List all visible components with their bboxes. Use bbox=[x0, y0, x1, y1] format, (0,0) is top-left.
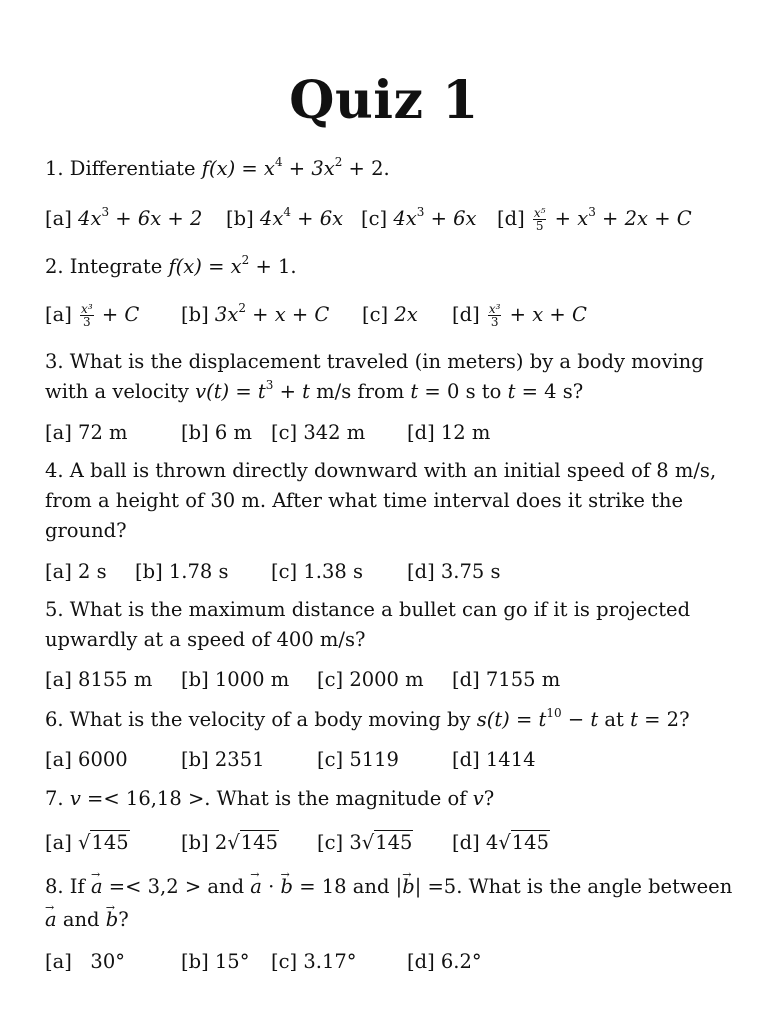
q3-option-c[interactable]: [c] 342 m bbox=[271, 421, 366, 444]
q8-b: =< 3,2 > and bbox=[102, 875, 251, 898]
q2-d-den: 3 bbox=[490, 315, 499, 329]
q7-d-coef: 4 bbox=[485, 831, 499, 854]
q1-option-a[interactable] bbox=[45, 202, 202, 236]
q2-c-label: [c] bbox=[362, 303, 395, 326]
q1-mid: + 3x bbox=[282, 157, 335, 180]
q7-option-d[interactable] bbox=[452, 826, 550, 860]
q7-d-label: [d] bbox=[452, 831, 486, 854]
q7-c: =< 16,18 >. What is the magnitude of bbox=[80, 787, 473, 810]
vector-a: → a bbox=[91, 872, 103, 902]
q5-option-c[interactable]: [c] 2000 m bbox=[317, 668, 424, 691]
question-2 bbox=[45, 252, 735, 282]
q7-a: 7. bbox=[45, 787, 70, 810]
q5-options bbox=[45, 663, 735, 697]
q5-option-a[interactable]: [a] 8155 m bbox=[45, 668, 153, 691]
q3-option-a[interactable]: [a] 72 m bbox=[45, 421, 128, 444]
q6-b: s(t) = t bbox=[476, 708, 547, 731]
q3-l2-b: v(t) = t bbox=[195, 380, 266, 403]
q3-l2-exp: 3 bbox=[265, 378, 274, 392]
q7-c-coef: 3 bbox=[349, 831, 362, 854]
q2-d-fraction bbox=[488, 303, 502, 328]
q2-b-label: [b] bbox=[181, 303, 215, 326]
q2-a-tail: + C bbox=[95, 303, 140, 326]
q6-option-a[interactable]: [a] 6000 bbox=[45, 748, 128, 771]
q1-b-tail: + 6x bbox=[290, 207, 344, 230]
q8-l2-a: and bbox=[56, 908, 106, 931]
q1-prefix: 1. Differentiate bbox=[45, 157, 202, 180]
q8-option-b[interactable]: [b] 15° bbox=[181, 950, 250, 973]
question-8-line-1 bbox=[45, 872, 735, 902]
q2-a-label: [a] bbox=[45, 303, 79, 326]
q6-options bbox=[45, 743, 735, 777]
q5-option-b[interactable]: [b] 1000 m bbox=[181, 668, 290, 691]
q3-l2-d: m/s from bbox=[309, 380, 411, 403]
question-5-line-2: upwardly at a speed of 400 m/s? bbox=[45, 628, 366, 651]
q7-a-label: [a] bbox=[45, 831, 79, 854]
q1-b-exp: 4 bbox=[283, 205, 291, 219]
q1-exp2: 2 bbox=[334, 155, 343, 169]
q6-exp: 10 bbox=[546, 706, 562, 720]
q1-exp1: 4 bbox=[274, 155, 283, 169]
q3-l2-h: = 4 s? bbox=[515, 380, 584, 403]
q2-option-d[interactable] bbox=[452, 298, 587, 332]
vector-b: → b bbox=[281, 872, 293, 902]
q1-option-c[interactable] bbox=[361, 202, 477, 236]
question-7 bbox=[45, 784, 735, 814]
question-3-line-2 bbox=[45, 377, 735, 407]
q2-d-tail: + x + C bbox=[503, 303, 587, 326]
q1-c-text: 4x bbox=[393, 207, 417, 230]
sqrt-icon: √145 bbox=[227, 831, 278, 854]
question-4-line-1: 4. A ball is thrown directly downward with an initial speed of 8 m/s, bbox=[45, 459, 717, 482]
q2-b-t1: 3x bbox=[214, 303, 239, 326]
q2-option-c[interactable] bbox=[362, 298, 418, 332]
q4-options bbox=[45, 555, 735, 589]
q6-c: − t bbox=[561, 708, 599, 731]
q3-l2-g: t bbox=[507, 380, 516, 403]
q2-b-exp: 2 bbox=[238, 301, 246, 315]
question-4-line-2: from a height of 30 m. After what time interval does it strike the bbox=[45, 489, 684, 512]
q8-option-a[interactable]: [a] 30° bbox=[45, 950, 125, 973]
q8-option-d[interactable]: [d] 6.2° bbox=[407, 950, 482, 973]
q1-tail: + 2. bbox=[342, 157, 390, 180]
q2-option-a[interactable] bbox=[45, 298, 139, 332]
q4-option-a[interactable]: [a] 2 s bbox=[45, 560, 107, 583]
q6-f: = 2? bbox=[637, 708, 690, 731]
q1-options bbox=[45, 202, 735, 236]
q7-option-b[interactable] bbox=[181, 826, 279, 860]
q6-option-b[interactable]: [b] 2351 bbox=[181, 748, 265, 771]
q1-c-exp: 3 bbox=[416, 205, 425, 219]
question-8-line-2 bbox=[45, 905, 735, 935]
q7-a-rad: 145 bbox=[91, 831, 129, 854]
q2-c-text: 2x bbox=[394, 303, 418, 326]
q5-option-d[interactable]: [d] 7155 m bbox=[452, 668, 561, 691]
q7-e: ? bbox=[483, 787, 495, 810]
q3-l2-f: = 0 s to bbox=[418, 380, 508, 403]
q2-option-b[interactable] bbox=[181, 298, 329, 332]
q8-options bbox=[45, 945, 735, 979]
q1-b-label: [b] bbox=[226, 207, 260, 230]
q7-option-a[interactable] bbox=[45, 826, 130, 860]
q8-c: · bbox=[261, 875, 281, 898]
vector-a-dot: → a bbox=[250, 872, 262, 902]
q1-d-den: 5 bbox=[535, 219, 544, 233]
sqrt-icon: √145 bbox=[498, 831, 549, 854]
q2-d-label: [d] bbox=[452, 303, 486, 326]
question-1 bbox=[45, 154, 735, 184]
q2-a-num: x³ bbox=[81, 302, 93, 316]
q4-option-d[interactable]: [d] 3.75 s bbox=[407, 560, 501, 583]
q1-c-tail: + 6x bbox=[424, 207, 477, 230]
q4-option-b[interactable]: [b] 1.78 s bbox=[135, 560, 229, 583]
q1-d-t2: + 2x + C bbox=[595, 207, 692, 230]
q3-options bbox=[45, 416, 735, 450]
q7-b-coef: 2 bbox=[214, 831, 228, 854]
q1-d-fraction bbox=[533, 207, 547, 232]
q1-option-d[interactable] bbox=[497, 202, 692, 236]
q7-d: v bbox=[472, 787, 484, 810]
q1-a-tail: + 6x + 2 bbox=[109, 207, 203, 230]
q4-option-c[interactable]: [c] 1.38 s bbox=[271, 560, 363, 583]
q3-option-d[interactable]: [d] 12 m bbox=[407, 421, 491, 444]
q7-b-label: [b] bbox=[181, 831, 215, 854]
question-6 bbox=[45, 705, 735, 735]
q6-option-c[interactable]: [c] 5119 bbox=[317, 748, 399, 771]
q2-a-den: 3 bbox=[83, 315, 91, 329]
q2-tail: + 1. bbox=[249, 255, 297, 278]
q7-option-c[interactable] bbox=[317, 826, 413, 860]
q6-e: t bbox=[630, 708, 638, 731]
q1-c-label: [c] bbox=[361, 207, 394, 230]
q2-options bbox=[45, 298, 735, 332]
question-4-line-3: ground? bbox=[45, 519, 127, 542]
q2-b-t2: + x + C bbox=[245, 303, 330, 326]
q7-c-label: [c] bbox=[317, 831, 350, 854]
vector-b-2: → b bbox=[106, 905, 118, 935]
q1-d-label: [d] bbox=[497, 207, 531, 230]
q2-a-fraction bbox=[80, 303, 94, 328]
q2-exp: 2 bbox=[241, 253, 250, 267]
question-5-line-1: 5. What is the maximum distance a bullet can go if it is projected bbox=[45, 598, 691, 621]
q6-d: at bbox=[598, 708, 631, 731]
q7-c-rad: 145 bbox=[375, 831, 413, 854]
q3-l2-a: with a velocity bbox=[45, 380, 196, 403]
q7-d-rad: 145 bbox=[511, 831, 549, 854]
page-title: Quiz 1 bbox=[289, 70, 479, 131]
q6-option-d[interactable]: [d] 1414 bbox=[452, 748, 536, 771]
q1-d-exp: 3 bbox=[588, 205, 596, 219]
q2-d-num: x³ bbox=[488, 302, 501, 316]
sqrt-icon: √145 bbox=[361, 831, 413, 854]
vector-b-abs: → b bbox=[402, 872, 414, 902]
q1-a-exp: 3 bbox=[101, 205, 110, 219]
q2-function: f(x) = x bbox=[168, 255, 242, 278]
q1-option-b[interactable] bbox=[226, 202, 343, 236]
q1-d-t1: + x bbox=[548, 207, 589, 230]
q8-a: 8. If bbox=[45, 875, 91, 898]
sqrt-icon: √145 bbox=[78, 831, 129, 854]
q1-d-num: x⁵ bbox=[533, 206, 546, 220]
q6-a: 6. What is the velocity of a body moving by bbox=[45, 708, 477, 731]
q1-a-text: 4x bbox=[78, 207, 102, 230]
q8-e: | =5. What is the angle between bbox=[414, 875, 733, 898]
question-3-line-1: 3. What is the displacement traveled (in meters) by a body moving bbox=[45, 350, 704, 373]
q3-l2-c: + t bbox=[273, 380, 310, 403]
q1-b-text: 4x bbox=[259, 207, 284, 230]
q3-l2-e: t bbox=[410, 380, 419, 403]
vector-a-2: → a bbox=[45, 905, 57, 935]
q1-a-label: [a] bbox=[45, 207, 79, 230]
q7-options bbox=[45, 826, 735, 860]
q1-function: f(x) = x bbox=[201, 157, 275, 180]
q7-b-rad: 145 bbox=[240, 831, 278, 854]
q3-option-b[interactable]: [b] 6 m bbox=[181, 421, 252, 444]
q7-b: v bbox=[69, 787, 81, 810]
q8-option-c[interactable]: [c] 3.17° bbox=[271, 950, 357, 973]
q8-l2-b: ? bbox=[118, 908, 129, 931]
q8-d: = 18 and | bbox=[293, 875, 403, 898]
q2-prefix: 2. Integrate bbox=[45, 255, 169, 278]
